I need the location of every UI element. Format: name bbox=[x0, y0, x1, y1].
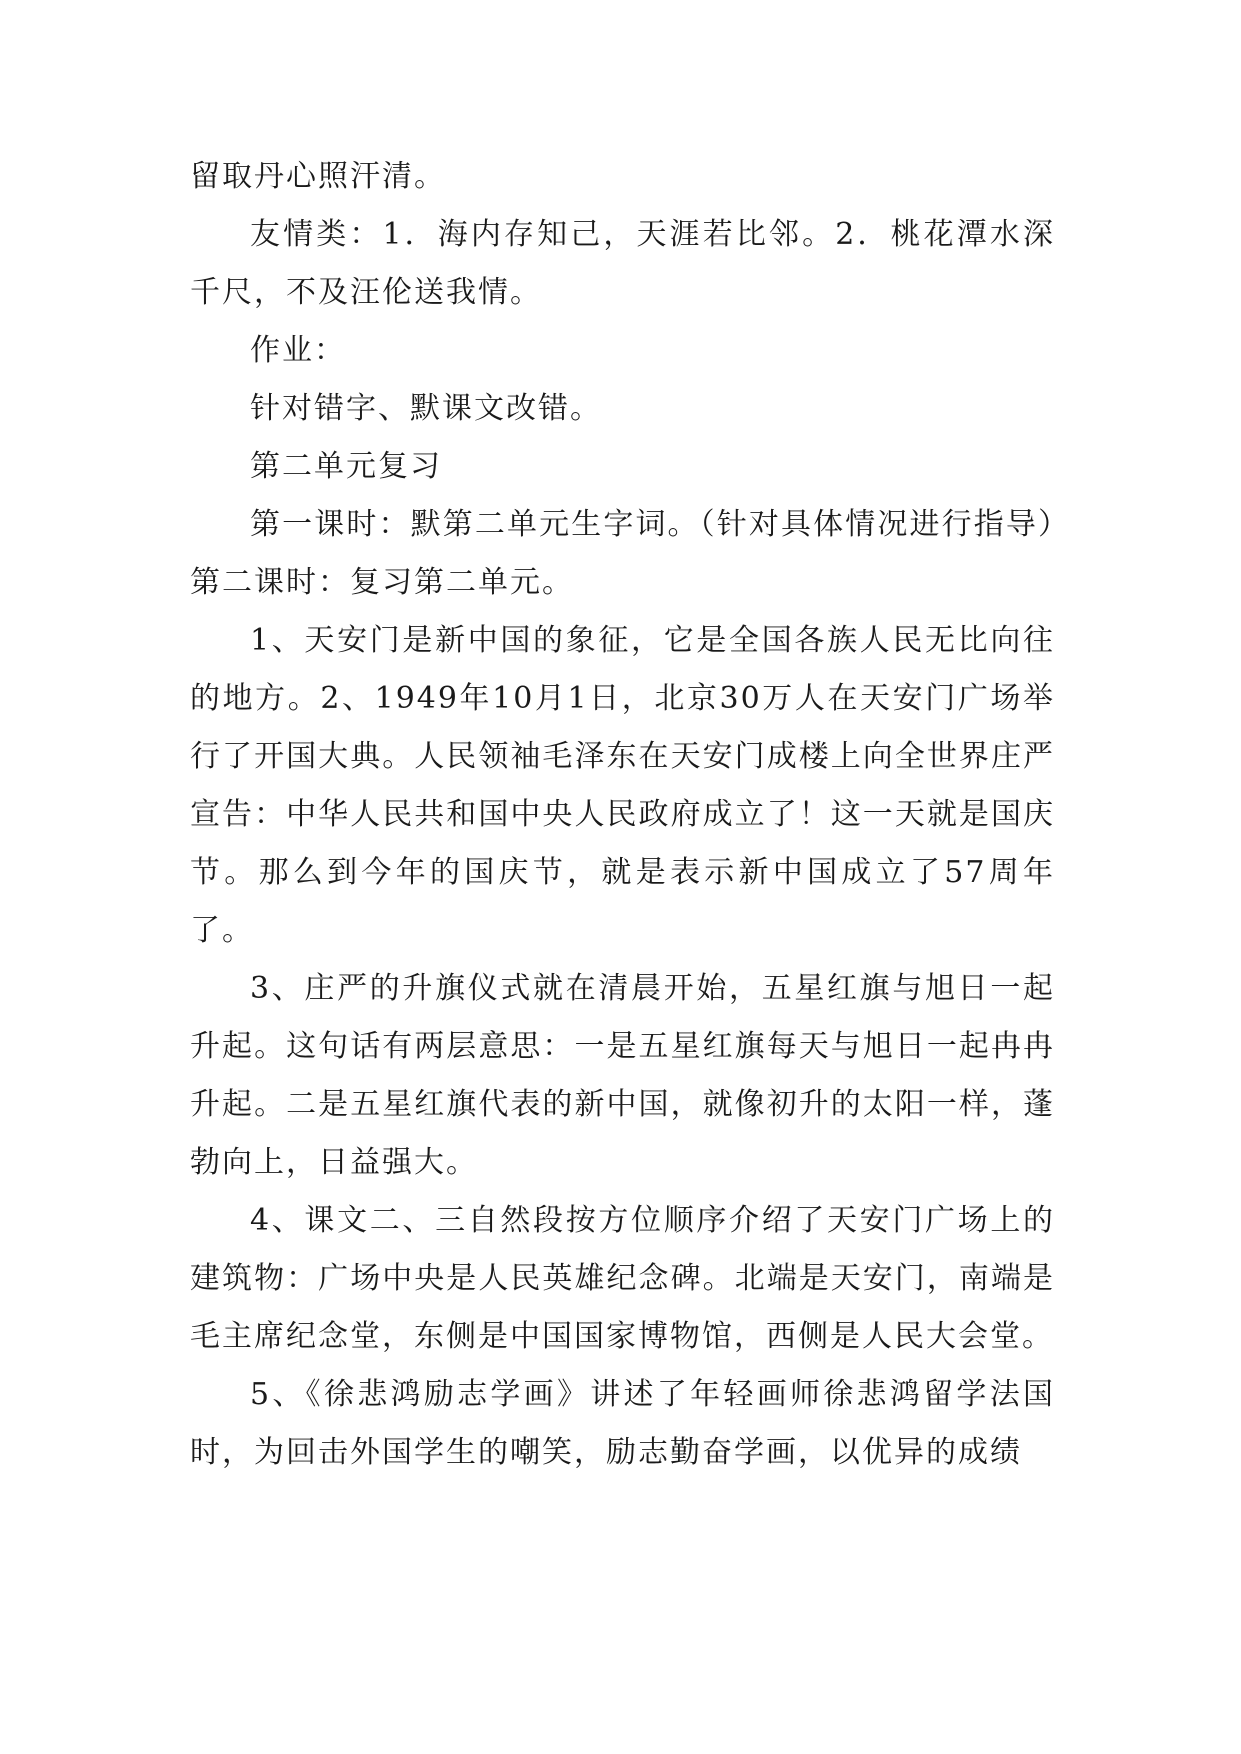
paragraph-homework-heading: 作业： bbox=[250, 333, 346, 368]
paragraph-lesson-schedule: 第一课时：默第二单元生字词。（针对具体情况进行指导）第二课时：复习第二单元。 bbox=[190, 507, 1055, 600]
paragraph-point-3: 3、庄严的升旗仪式就在清晨开始，五星红旗与旭日一起升起。这句话有两层意思：一是五星红旗每天与旭日一起冉冉升起。二是五星红旗代表的新中国，就像初升的太阳一样，蓬勃向上，日益强大。 bbox=[190, 971, 1055, 1180]
paragraph-point-5: 5、《徐悲鸿励志学画》讲述了年轻画师徐悲鸿留学法国时，为回击外国学生的嘲笑，励志勤奋学画，以优异的成绩 bbox=[190, 1377, 1055, 1470]
paragraph-homework-content: 针对错字、默课文改错。 bbox=[250, 391, 602, 426]
section-heading-unit-two-review: 第二单元复习 bbox=[250, 449, 442, 484]
paragraph-point-4: 4、课文二、三自然段按方位顺序介绍了天安门广场上的建筑物：广场中央是人民英雄纪念碑。北端是天安门，南端是毛主席纪念堂，东侧是中国国家博物馆，西侧是人民大会堂。 bbox=[190, 1203, 1055, 1354]
document-body bbox=[190, 148, 1055, 1482]
paragraph-friendship-poems: 友情类：1．海内存知己，天涯若比邻。2．桃花潭水深千尺，不及汪伦送我情。 bbox=[190, 217, 1055, 310]
paragraph-1: 留取丹心照汗清。 bbox=[190, 159, 446, 194]
paragraph-point-1-2: 1、天安门是新中国的象征，它是全国各族人民无比向往的地方。2、1949年10月1日，北京30万人在天安门广场举行了开国大典。人民领袖毛泽东在天安门成楼上向全世界庄严宣告：中华人民共和国中央人民政府成立了！这一天就是国庆节。那么到今年的国庆节，就是表示新中国成立了57周年了。 bbox=[190, 623, 1055, 948]
